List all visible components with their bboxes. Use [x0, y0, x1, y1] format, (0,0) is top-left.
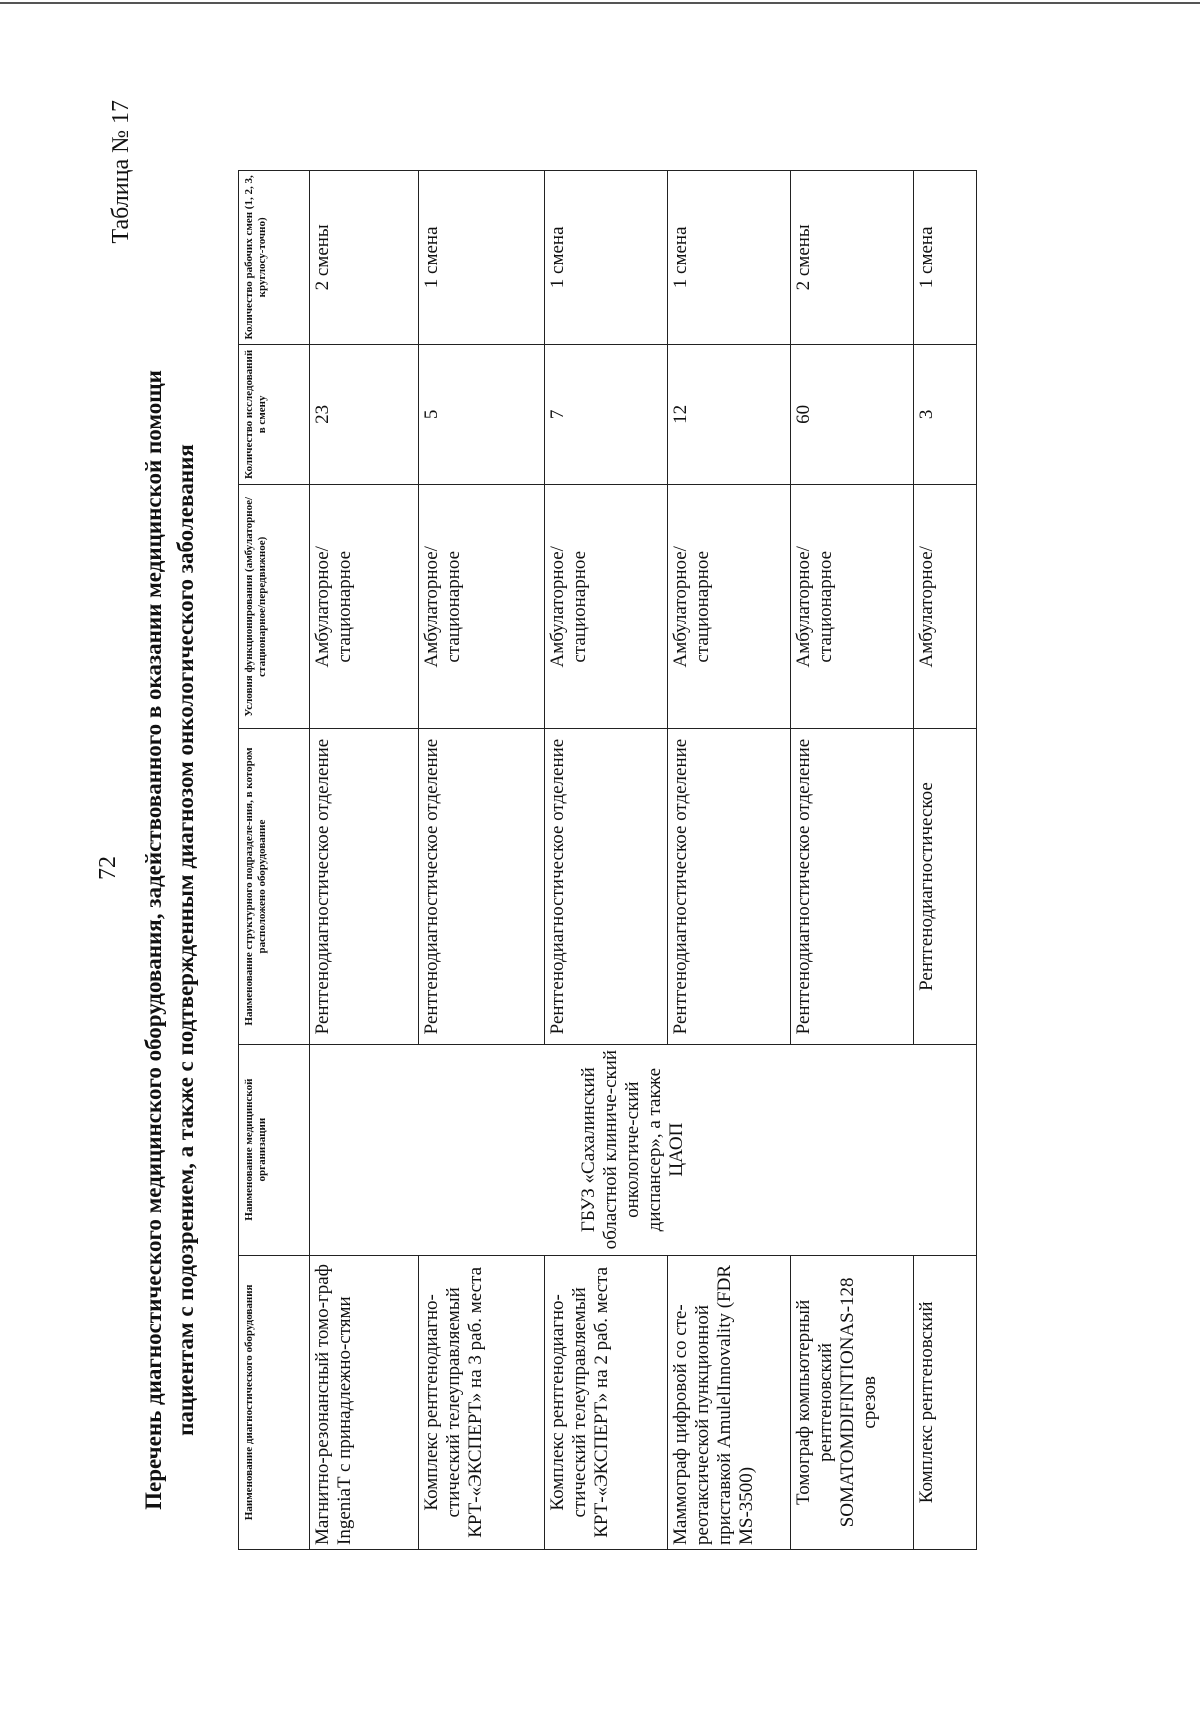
- title-line-2: пациентам с подозрением, а также с подтвержденным диагнозом онкологического заболевания: [173, 444, 198, 1436]
- cell-conditions: Амбулаторное/: [914, 485, 977, 729]
- header-studies: Количество исследований в смену: [239, 344, 310, 484]
- organization-text: ГБУЗ «Сахалинский областной клиниче-ский онкологиче-ский диспансер», а также ЦАОП: [578, 1049, 687, 1250]
- cell-conditions: Амбулаторное/ стационарное: [668, 485, 791, 729]
- header-department: Наименование структурного подразделе-ния, в котором расположено оборудование: [239, 729, 310, 1044]
- table-row: [914, 171, 977, 1550]
- cell-conditions: Амбулаторное/ стационарное: [419, 485, 545, 729]
- cell-shifts: 1 смена: [419, 171, 545, 345]
- cell-studies: 5: [419, 344, 545, 484]
- cell-conditions: Амбулаторное/ стационарное: [791, 485, 914, 729]
- table-row: [419, 171, 545, 1550]
- cell-department: Рентгенодиагностическое отделение: [545, 729, 668, 1044]
- header-organization: Наименование медицинской организации: [239, 1044, 310, 1255]
- cell-equipment: Комплекс рентгеновский: [914, 1255, 977, 1549]
- header-equipment: Наименование диагностического оборудования: [239, 1255, 310, 1549]
- cell-department: Рентгенодиагностическое отделение: [791, 729, 914, 1044]
- cell-equipment: Магнитно-резонансный томо-граф IngeniaT с принадлежно-стями: [310, 1255, 419, 1549]
- cell-department: Рентгенодиагностическое: [914, 729, 977, 1044]
- cell-shifts: 1 смена: [668, 171, 791, 345]
- table-header-row: [239, 171, 310, 1550]
- cell-shifts: 2 смены: [791, 171, 914, 345]
- table-row: [668, 171, 791, 1550]
- header-shifts: Количество рабочих смен (1, 2, 3, круглосу-точно): [239, 171, 310, 345]
- cell-conditions: Амбулаторное/ стационарное: [310, 485, 419, 729]
- cell-shifts: 1 смена: [914, 171, 977, 345]
- document-title: [138, 250, 202, 1630]
- title-line-1: Перечень диагностического медицинского оборудования, задействованного в оказании медицинской помощи: [141, 370, 166, 1510]
- table-number: Таблица № 17: [108, 100, 134, 244]
- cell-shifts: 2 смены: [310, 171, 419, 345]
- table-row: [310, 171, 419, 1550]
- cell-shifts: 1 смена: [545, 171, 668, 345]
- cell-studies: 7: [545, 344, 668, 484]
- cell-studies: 23: [310, 344, 419, 484]
- cell-conditions: Амбулаторное/ стационарное: [545, 485, 668, 729]
- cell-department: Рентгенодиагностическое отделение: [668, 729, 791, 1044]
- cell-studies: 60: [791, 344, 914, 484]
- cell-studies: 3: [914, 344, 977, 484]
- table-row: [545, 171, 668, 1550]
- rotated-page: [90, 0, 1200, 1710]
- table-row: [791, 171, 914, 1550]
- cell-department: Рентгенодиагностическое отделение: [310, 729, 419, 1044]
- cell-department: Рентгенодиагностическое отделение: [419, 729, 545, 1044]
- cell-equipment: Комплекс рентгенодиагно-стический телеуправляемый КРТ-«ЭКСПЕРТ» на 2 раб. места: [545, 1255, 668, 1549]
- page-number: 72: [95, 856, 121, 880]
- header-conditions: Условия функционирования (амбулаторное/ стационарное/передвижное): [239, 485, 310, 729]
- cell-equipment: Комплекс рентгенодиагно-стический телеуправляемый КРТ-«ЭКСПЕРТ» на 3 раб. места: [419, 1255, 545, 1549]
- cell-studies: 12: [668, 344, 791, 484]
- cell-equipment: Маммограф цифровой со сте-реотаксической пункционной приставкой AmulelInnovality (FDR MS-3500): [668, 1255, 791, 1549]
- cell-organization: [310, 1044, 977, 1255]
- cell-equipment: Томограф компьютерный рентгеновский SOMATOMDIFINTIONAS-128 срезов: [791, 1255, 914, 1549]
- equipment-table: [238, 170, 977, 1550]
